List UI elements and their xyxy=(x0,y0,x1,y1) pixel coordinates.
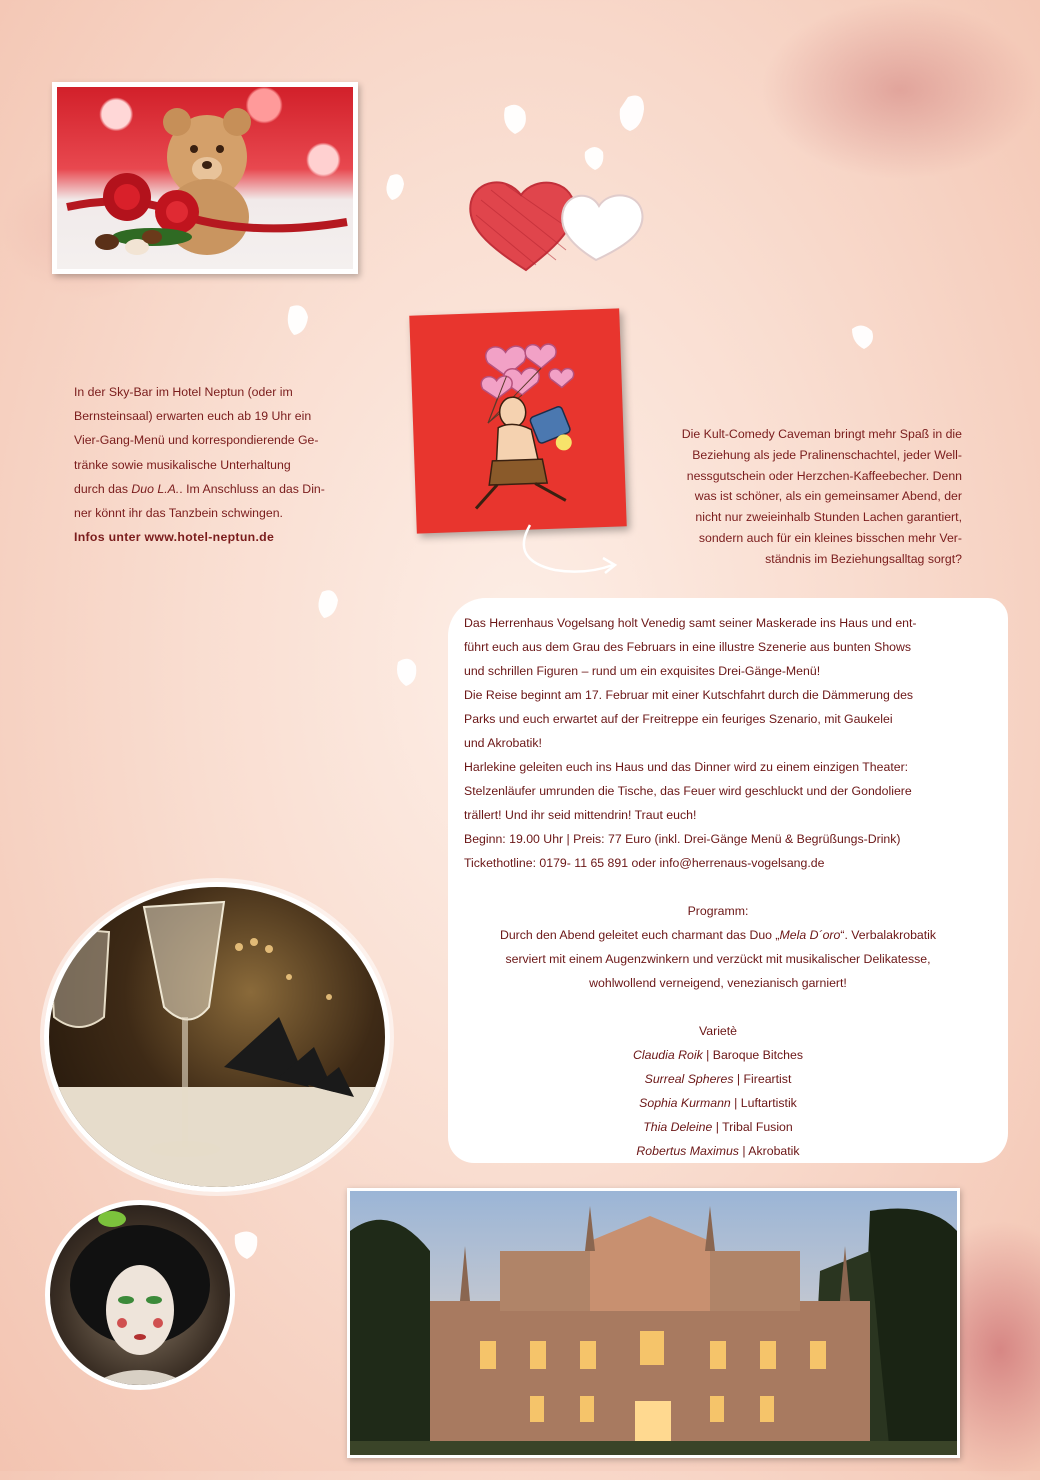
neptun-text: . Im Anschluss an das Din- xyxy=(179,481,325,496)
caveman-line: was ist schöner, als ein gemeinsamer Abend, der xyxy=(694,489,962,504)
neptun-text: durch das xyxy=(74,481,132,496)
programm-title: Programm: xyxy=(687,904,749,918)
ticket-hotline[interactable]: Tickethotline: 0179- 11 65 891 oder info@herrenaus-vogelsang.de xyxy=(464,856,825,870)
programm-line xyxy=(464,923,972,947)
event-card-text xyxy=(464,611,972,1163)
card-line: Stelzenläufer umrunden die Tische, das Feuer wird geschluckt und der Gondoliere xyxy=(464,784,912,798)
background-blob xyxy=(760,0,1040,180)
neptun-line: Vier-Gang-Menü und korrespondierende Ge- xyxy=(74,433,319,448)
spacer xyxy=(464,875,972,899)
act-row: Robertus Maximus | Akrobatik xyxy=(636,1144,800,1158)
caveman-line: sondern auch für ein kleines bisschen mehr Ver- xyxy=(698,530,962,545)
neptun-line xyxy=(74,477,364,501)
act-name: Surreal Spheres xyxy=(644,1072,734,1086)
act-type: Fireartist xyxy=(743,1072,792,1086)
neptun-line: In der Sky-Bar im Hotel Neptun (oder im xyxy=(74,385,293,399)
caveman-line: nessgutschein oder Herzchen-Kaffeebecher. Denn xyxy=(686,468,962,483)
programm-line: serviert mit einem Augenzwinkern und verzückt mit musikalischer Delikatesse, xyxy=(505,952,931,966)
act-type: Tribal Fusion xyxy=(722,1120,793,1134)
duo-name: Duo L.A. xyxy=(131,481,180,496)
act-row: Surreal Spheres | Fireartist xyxy=(644,1072,792,1086)
act-row: Thia Deleine | Tribal Fusion xyxy=(643,1120,793,1134)
act-name: Sophia Kurmann xyxy=(639,1096,731,1110)
spacer xyxy=(464,995,972,1019)
caveman-line: Die Kult-Comedy Caveman bringt mehr Spaß in die xyxy=(681,427,962,441)
act-type: Baroque Bitches xyxy=(712,1048,803,1062)
act-type: Akrobatik xyxy=(748,1144,800,1158)
caveman-line: Beziehung als jede Pralinenschachtel, jeder Well- xyxy=(692,447,962,462)
card-line: führt euch aus dem Grau des Februars in eine illustre Szenerie aus bunten Shows xyxy=(464,640,912,654)
act-row: Claudia Roik | Baroque Bitches xyxy=(633,1048,803,1062)
act-name: Thia Deleine xyxy=(643,1120,713,1134)
teddy-photo xyxy=(52,82,358,274)
card-line: Harlekine geleiten euch ins Haus und das Dinner wird zu einem einzigen Theater: xyxy=(464,760,909,774)
arrow-doodle xyxy=(515,520,620,580)
neptun-line: tränke sowie musikalische Unterhaltung xyxy=(74,457,291,472)
card-line: und schrillen Figuren – rund um ein exquisites Drei-Gänge-Menü! xyxy=(464,664,821,678)
card-line: und Akrobatik! xyxy=(464,736,542,750)
caveman-line: nicht nur zweieinhalb Stunden Lachen garantiert, xyxy=(695,510,962,525)
act-type: Luftartistik xyxy=(740,1096,797,1110)
price-line: Beginn: 19.00 Uhr | Preis: 77 Euro (inkl. Drei-Gänge Menü & Begrüßungs-Drink) xyxy=(464,832,901,846)
card-line: trällert! Und ihr seid mittendrin! Traut euch! xyxy=(464,808,697,822)
masked-performer-photo xyxy=(45,1200,235,1390)
caveman-line: ständnis im Beziehungsalltag sorgt? xyxy=(765,551,962,566)
neptun-line: ner könnt ihr das Tanzbein schwingen. xyxy=(74,506,283,521)
card-line: Das Herrenhaus Vogelsang holt Venedig samt seiner Maskerade ins Haus und ent- xyxy=(464,616,917,630)
act-name: Claudia Roik xyxy=(633,1048,703,1062)
act-name: Robertus Maximus xyxy=(636,1144,739,1158)
card-line: Parks und euch erwartet auf der Freitreppe ein feuriges Szenario, mit Gaukelei xyxy=(464,712,893,726)
programm-text: Durch den Abend geleitet euch charmant das Duo „ xyxy=(499,928,780,942)
caveman-text-block xyxy=(640,424,962,570)
castle-photo xyxy=(347,1188,960,1458)
neptun-line: Bernsteinsaal) erwarten euch ab 19 Uhr ein xyxy=(74,409,312,424)
dinner-glasses-photo xyxy=(44,882,390,1192)
variete-title: Varietè xyxy=(698,1024,738,1038)
neptun-text-block xyxy=(74,380,364,549)
card-line: Die Reise beginnt am 17. Februar mit einer Kutschfahrt durch die Dämmerung des xyxy=(464,688,914,702)
hotel-neptun-link[interactable]: Infos unter www.hotel-neptun.de xyxy=(74,530,275,545)
duo-name: Mela D´oro xyxy=(779,928,841,942)
act-row: Sophia Kurmann | Luftartistik xyxy=(639,1096,797,1110)
caveman-cartoon xyxy=(409,308,626,533)
programm-text: “. Verbalakrobatik xyxy=(840,928,937,942)
programm-line: wohlwollend verneigend, venezianisch garniert! xyxy=(589,976,847,990)
hearts-doodle xyxy=(466,170,656,280)
